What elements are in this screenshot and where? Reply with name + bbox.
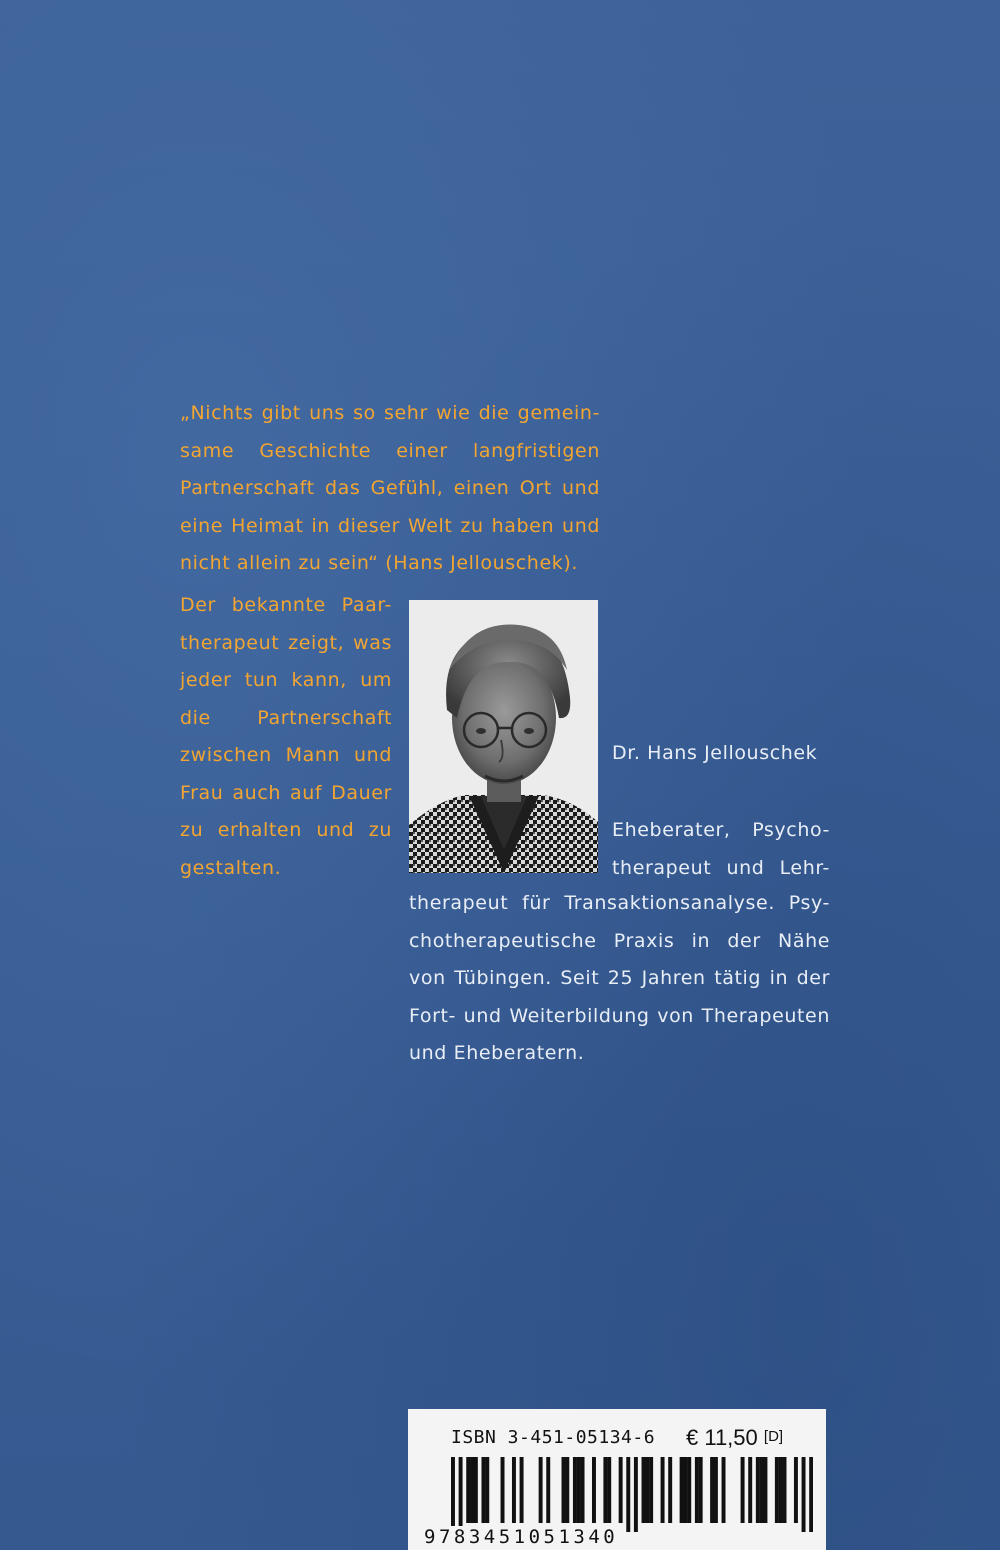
author-photo xyxy=(409,600,598,873)
author-bio xyxy=(409,885,830,1073)
quote-line: „Nichts gibt uns so sehr wie die gemein- xyxy=(180,402,600,424)
price-value: € 11,50 xyxy=(686,1425,758,1450)
barcode-bar xyxy=(626,1457,630,1532)
quote-line: nicht allein zu sein“ (Hans Jellouschek). xyxy=(180,552,578,574)
intro-line: Frau auch auf Dauer xyxy=(180,781,392,804)
barcode-bar xyxy=(775,1457,779,1523)
barcode-bar xyxy=(695,1457,699,1523)
barcode-bar xyxy=(642,1457,646,1523)
barcode-bar xyxy=(683,1457,687,1523)
quote-line: same Geschichte einer langfristigen xyxy=(180,439,600,462)
price-country: [D] xyxy=(763,1428,784,1445)
intro-line: therapeut zeigt, was xyxy=(180,631,392,654)
intro-line: gestalten. xyxy=(180,856,282,879)
intro-line: Der bekannte Paar- xyxy=(180,594,392,616)
barcode-bar xyxy=(573,1457,577,1523)
barcode-bar xyxy=(512,1457,516,1523)
barcode-bar xyxy=(581,1457,585,1523)
bio-line: therapeut für Transaktionsanalyse. Psy- xyxy=(409,892,830,914)
barcode-bar xyxy=(539,1457,543,1523)
barcode-bar xyxy=(474,1457,478,1523)
isbn-barcode-label xyxy=(408,1409,826,1550)
barcode-bar xyxy=(577,1457,581,1523)
author-caption: Dr. Hans Jellouschek xyxy=(612,742,818,764)
quote-line: Partnerschaft das Gefühl, einen Ort und xyxy=(180,477,600,499)
intro-line: jeder tun kann, um xyxy=(180,669,392,691)
barcode-bar xyxy=(459,1457,463,1532)
barcode-bar xyxy=(520,1457,524,1523)
barcode-bar xyxy=(634,1457,638,1532)
barcode-icon xyxy=(451,1457,813,1532)
price-label xyxy=(686,1425,783,1451)
barcode-bar xyxy=(741,1457,745,1523)
barcode-bar xyxy=(481,1457,485,1523)
intro-line: die Partnerschaft xyxy=(180,706,392,729)
barcode-bar xyxy=(809,1457,813,1532)
barcode-bar xyxy=(562,1457,566,1523)
barcode-bar xyxy=(619,1457,623,1523)
barcode-bar xyxy=(668,1457,672,1523)
barcode-bar xyxy=(783,1457,787,1523)
bio-line: und Eheberatern. xyxy=(409,1042,585,1064)
quote-line: eine Heimat in dieser Welt zu haben und xyxy=(180,514,600,537)
isbn-number: ISBN 3-451-05134-6 xyxy=(451,1427,656,1448)
barcode-bar xyxy=(501,1457,505,1523)
barcode-bar xyxy=(710,1457,714,1523)
bio-line: von Tübingen. Seit 25 Jahren tätig in der xyxy=(409,967,830,989)
intro-block xyxy=(180,587,392,887)
barcode-bar xyxy=(645,1457,649,1523)
barcode-bar xyxy=(760,1457,764,1523)
bio-line: Eheberater, Psycho- xyxy=(612,819,830,841)
barcode-bar xyxy=(485,1457,489,1523)
bio-line: chotherapeutische Praxis in der Nähe xyxy=(409,929,830,952)
barcode-bar xyxy=(748,1457,752,1523)
author-bio-right xyxy=(612,812,830,887)
barcode-bar xyxy=(722,1457,726,1523)
barcode-digits: 9783451051340 xyxy=(424,1526,619,1548)
barcode-bar xyxy=(565,1457,569,1523)
barcode-bar xyxy=(714,1457,718,1523)
barcode-bar xyxy=(470,1457,474,1523)
barcode-bar xyxy=(763,1457,767,1523)
barcode-bar xyxy=(779,1457,783,1523)
barcode-bar xyxy=(661,1457,665,1523)
barcode-bar xyxy=(756,1457,760,1523)
bio-line: Fort- und Weiterbildung von Therapeuten xyxy=(409,1004,830,1027)
barcode-bar xyxy=(546,1457,550,1523)
barcode-bar xyxy=(607,1457,611,1523)
intro-line: zwischen Mann und xyxy=(180,744,392,766)
barcode-bar xyxy=(592,1457,596,1523)
barcode-bar xyxy=(802,1457,806,1532)
barcode-bar xyxy=(794,1457,798,1523)
quote-block xyxy=(180,395,600,583)
barcode-bar xyxy=(466,1457,470,1523)
barcode-bar xyxy=(687,1457,691,1523)
barcode-bar xyxy=(680,1457,684,1523)
barcode-bar xyxy=(451,1457,455,1532)
barcode-bar xyxy=(699,1457,703,1523)
barcode-bar xyxy=(649,1457,653,1523)
bio-line: therapeut und Lehr- xyxy=(612,856,830,879)
barcode-bar xyxy=(603,1457,607,1523)
intro-line: zu erhalten und zu xyxy=(180,819,392,841)
